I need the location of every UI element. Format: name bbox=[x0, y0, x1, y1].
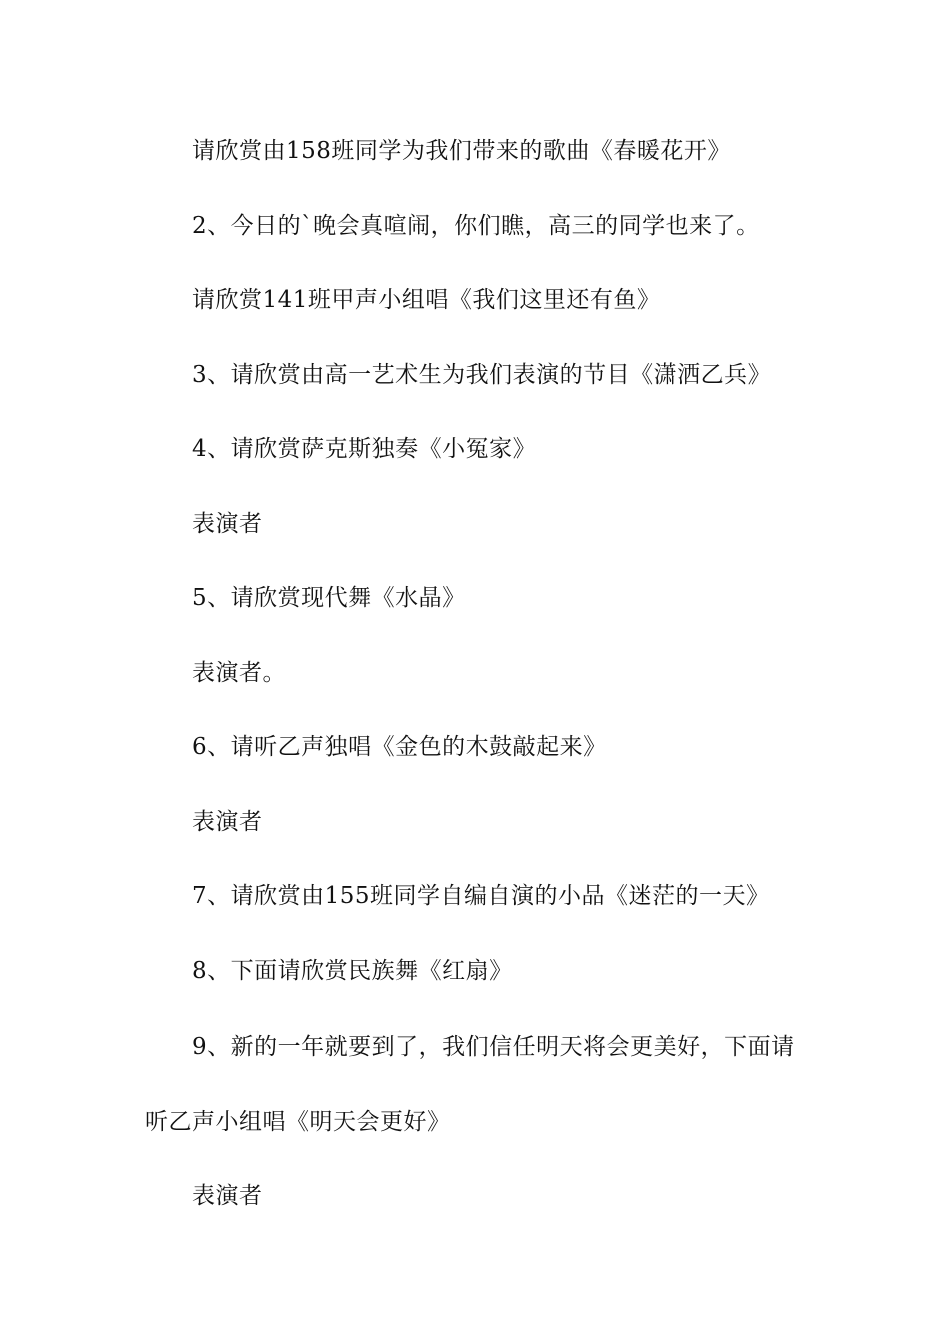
paragraph-line: 表演者。 bbox=[192, 660, 286, 686]
paragraph-line: 5、请欣赏现代舞《水晶》 bbox=[192, 585, 466, 611]
paragraph-line: 表演者 bbox=[192, 511, 263, 537]
paragraph-line: 2、今日的`晚会真喧闹，你们瞧，高三的同学也来了。 bbox=[192, 213, 760, 239]
paragraph-line: 请欣赏141班甲声小组唱《我们这里还有鱼》 bbox=[192, 287, 661, 313]
paragraph-line: 9、新的一年就要到了，我们信任明天将会更美好，下面请 bbox=[192, 1034, 795, 1060]
paragraph-line: 8、下面请欣赏民族舞《红扇》 bbox=[192, 958, 513, 984]
paragraph-line: 6、请听乙声独唱《金色的木鼓敲起来》 bbox=[192, 734, 607, 760]
paragraph-line: 3、请欣赏由高一艺术生为我们表演的节目《潇洒乙兵》 bbox=[192, 362, 772, 388]
paragraph-line: 请欣赏由158班同学为我们带来的歌曲《春暖花开》 bbox=[192, 138, 731, 164]
paragraph-line: 听乙声小组唱《明天会更好》 bbox=[145, 1109, 451, 1135]
paragraph-line: 表演者 bbox=[192, 1183, 263, 1209]
paragraph-line: 7、请欣赏由155班同学自编自演的小品《迷茫的一天》 bbox=[192, 883, 770, 909]
paragraph-line: 表演者 bbox=[192, 809, 263, 835]
paragraph-line: 4、请欣赏萨克斯独奏《小冤家》 bbox=[192, 436, 537, 462]
